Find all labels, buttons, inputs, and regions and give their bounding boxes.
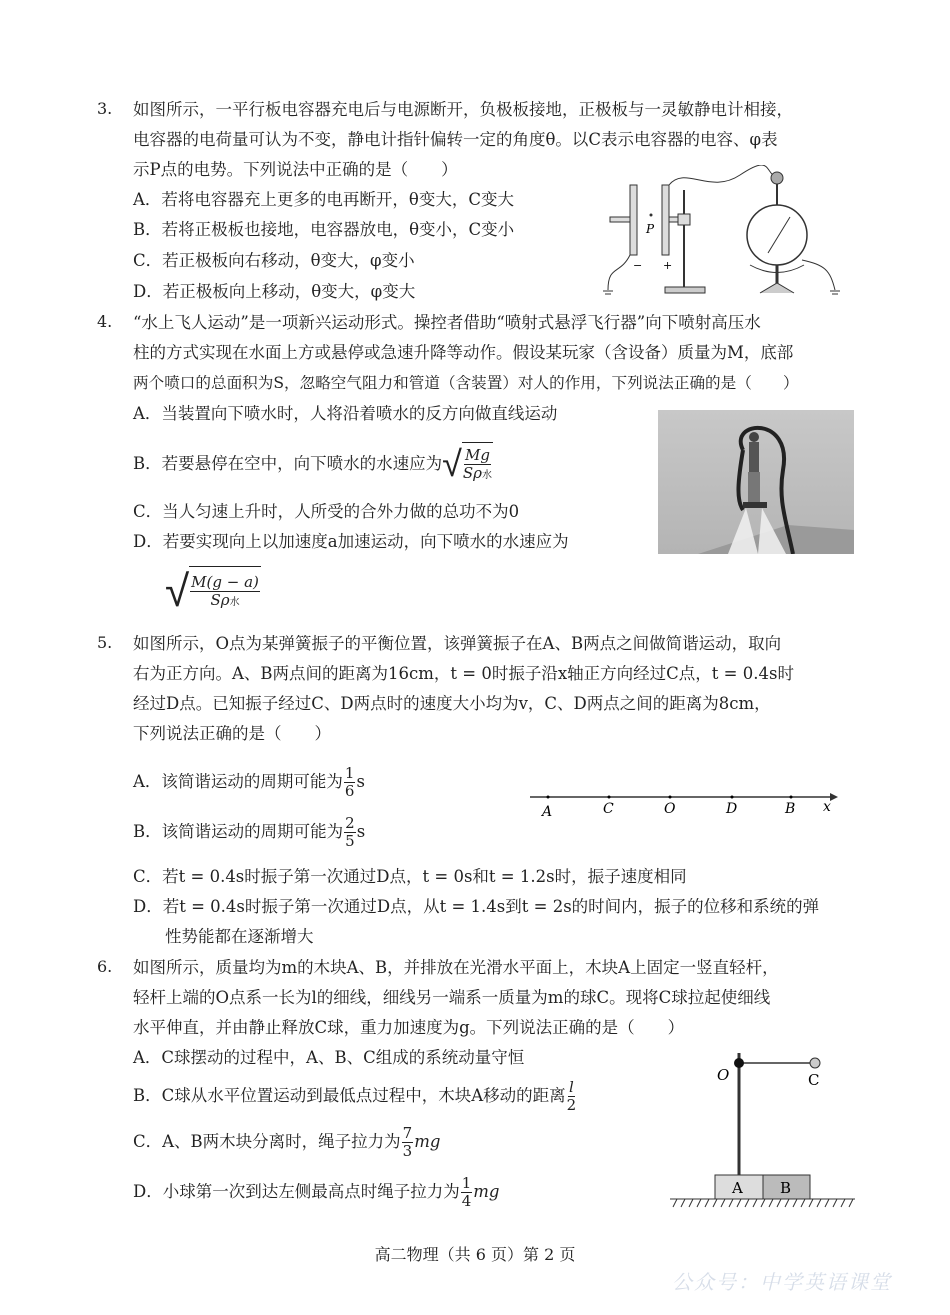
- q4-option-d-formula: √ $\frac{M(g - a)}{\text{Sρ水}}$: [165, 565, 259, 617]
- q4-option-b: B．若要悬停在空中，向下喷水的水速应为 √ $\frac{Mg}{\text{Sρ水}}$: [133, 442, 493, 487]
- q4-option-d: D．若要实现向上以加速度a加速运动，向下喷水的水速应为: [133, 532, 569, 551]
- q6-stem-line: 水平伸直，并由静止释放C球，重力加速度为g。下列说法正确的是（ ）: [133, 1018, 685, 1037]
- number-line-figure: [525, 785, 845, 820]
- q4-stem-line: 柱的方式实现在水面上方或悬停或急速升降等动作。假设某玩家（含设备）质量为M，底部: [133, 343, 794, 362]
- q3-option-d: D．若正极板向上移动，θ变大，φ变大: [133, 282, 416, 301]
- question-number: 6.: [97, 957, 113, 976]
- q5-stem-line: 右为正方向。A、B两点间的距离为16cm，t = 0时振子沿x轴正方向经过C点，t = 0.4s时: [133, 664, 794, 683]
- q5-option-c: C．若t = 0.4s时振子第一次通过D点，t = 0s和t = 1.2s时，振子速度相同: [133, 867, 687, 886]
- q5-option-d: D．若t = 0.4s时振子第一次通过D点，从t = 1.4s到t = 2s的时间内，振子的位移和系统的弹: [133, 897, 820, 916]
- q4-stem-line: 两个喷口的总面积为S，忽略空气阻力和管道（含装置）对人的作用，下列说法正确的是（ ）: [133, 374, 799, 392]
- q4-option-c: C．当人匀速上升时，人所受的合外力做的总功不为0: [133, 502, 520, 521]
- q4-stem-line: “水上飞人运动”是一项新兴运动形式。操控者借助“喷射式悬浮飞行器”向下喷射高压水: [133, 313, 761, 332]
- q5-option-d-cont: 性势能都在逐渐增大: [165, 927, 314, 946]
- svg-text:O: O: [717, 1066, 730, 1084]
- watermark: 公众号：中学英语课堂: [672, 1270, 892, 1294]
- q6-stem-line: 如图所示，质量均为m的木块A、B，并排放在光滑水平面上，木块A上固定一竖直轻杆，: [133, 958, 779, 977]
- svg-text:C: C: [603, 801, 614, 817]
- q5-stem-line: 如图所示，O点为某弹簧振子的平衡位置，该弹簧振子在A、B两点之间做简谐运动，取向: [133, 634, 782, 653]
- svg-text:D: D: [726, 801, 738, 817]
- q5-stem-line: 下列说法正确的是（ ）: [133, 724, 331, 743]
- page-footer: 高二物理（共 6 页）第 2 页: [374, 1245, 576, 1264]
- water-jetpack-photo: [658, 410, 854, 554]
- pendulum-blocks-figure: [665, 1045, 860, 1210]
- question-number: 4.: [97, 312, 113, 331]
- svg-text:x: x: [823, 799, 831, 815]
- sqrt-formula: √ $\frac{Mg}{\text{Sρ水}}$: [442, 442, 493, 487]
- q3-option-b: B．若将正极板也接地，电容器放电，θ变小，C变小: [133, 220, 515, 239]
- svg-text:B: B: [785, 801, 796, 817]
- svg-text:−: −: [633, 259, 643, 272]
- q5-option-b: B．该简谐运动的周期可能为 $\frac{2}{5}$ s: [133, 814, 366, 850]
- question-number: 5.: [97, 633, 113, 652]
- svg-text:O: O: [664, 801, 676, 817]
- q6-option-b: B．C球从水平位置运动到最低点过程中，木块A移动的距离 $\frac{l}{2}$: [133, 1078, 577, 1114]
- point-p-label: P: [646, 222, 655, 236]
- q5-stem-line: 经过D点。已知振子经过C、D两点时的速度大小均为v，C、D两点之间的距离为8cm，: [133, 694, 771, 713]
- q3-stem-line: 电容器的电荷量可认为不变，静电计指针偏转一定的角度θ。以C表示电容器的电容、φ表: [133, 130, 778, 149]
- question-number: 3.: [97, 99, 113, 118]
- q3-option-c: C．若正极板向右移动，θ变大，φ变小: [133, 251, 415, 270]
- svg-text:A: A: [732, 1179, 743, 1197]
- q3-stem-line: 示P点的电势。下列说法中正确的是（ ）: [133, 160, 458, 179]
- capacitor-electrometer-figure: [600, 165, 860, 300]
- q3-stem-line: 如图所示，一平行板电容器充电后与电源断开，负极板接地，正极板与一灵敏静电计相接，: [133, 100, 793, 119]
- q3-option-a: A．若将电容器充上更多的电再断开，θ变大，C变大: [133, 190, 514, 209]
- svg-text:B: B: [780, 1179, 792, 1197]
- svg-text:C: C: [808, 1071, 820, 1089]
- q6-stem-line: 轻杆上端的O点系一长为l的细线，细线另一端系一质量为m的球C。现将C球拉起使细线: [133, 988, 771, 1007]
- svg-text:A: A: [542, 804, 553, 820]
- svg-text:+: +: [663, 259, 673, 272]
- q4-option-a: A．当装置向下喷水时，人将沿着喷水的反方向做直线运动: [133, 404, 558, 423]
- q6-option-d: D．小球第一次到达左侧最高点时绳子拉力为 $\frac{1}{4}$ mg: [133, 1174, 500, 1210]
- q6-option-a: A．C球摆动的过程中，A、B、C组成的系统动量守恒: [133, 1048, 525, 1067]
- q6-option-c: C．A、B两木块分离时，绳子拉力为 $\frac{7}{3}$ mg: [133, 1124, 441, 1160]
- q5-option-a: A．该简谐运动的周期可能为 $\frac{1}{6}$ s: [133, 764, 365, 800]
